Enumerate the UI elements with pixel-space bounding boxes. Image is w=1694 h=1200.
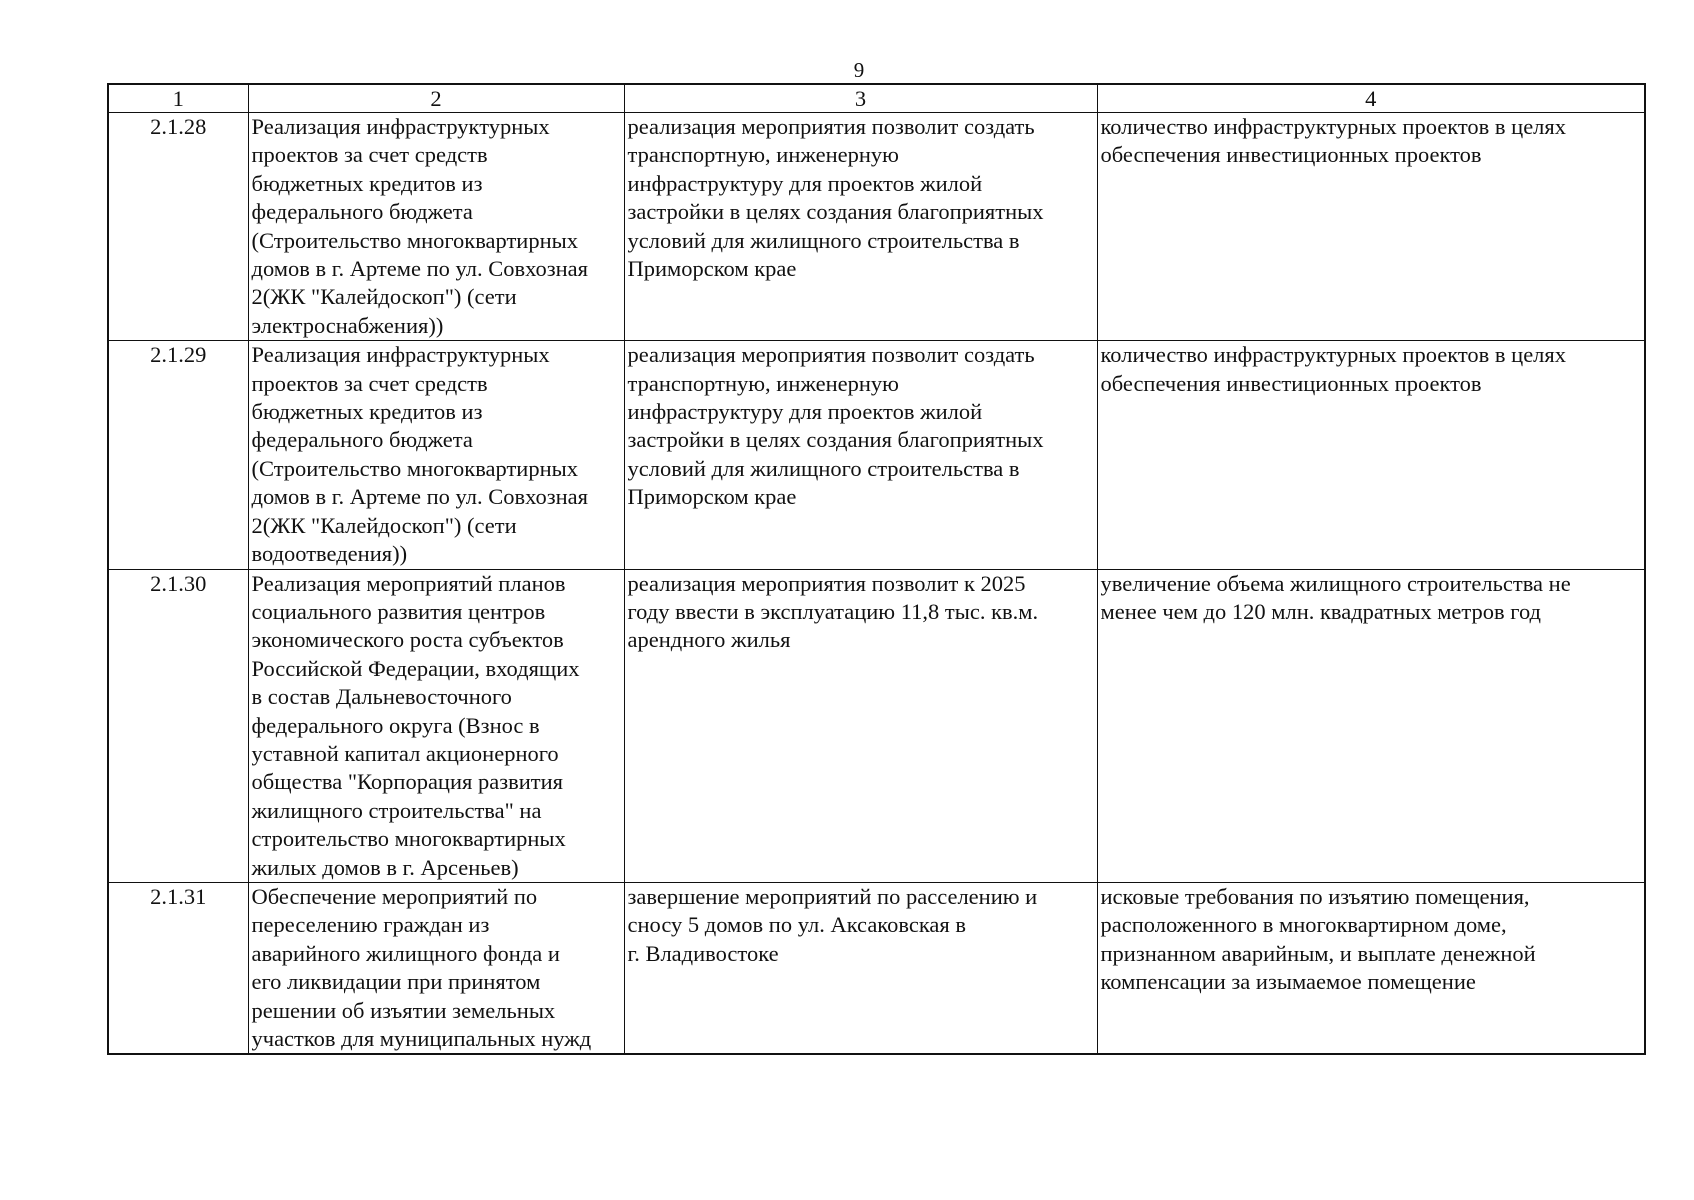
expected-result-cell: [624, 113, 1097, 341]
row-number: 2.1.29: [108, 341, 248, 569]
indicator-text: количество инфраструктурных проектов в целях обеспечения инвестиционных проектов: [1100, 114, 1567, 168]
row-number: 2.1.28: [108, 113, 248, 341]
expected-result-cell: [624, 341, 1097, 569]
row-number: 2.1.30: [108, 569, 248, 882]
measure-name-cell: [248, 341, 624, 569]
indicator-cell: [1097, 569, 1645, 882]
table-row: [108, 882, 1645, 1054]
measure-name-text: Реализация инфраструктурных проектов за счет средств бюджетных кредитов из федерального бюджета (Строительство многоквартирных домов в г. Артеме по ул. Совхозная 2(ЖК "Калейдоскоп") (сети электроснабжения)): [251, 114, 589, 338]
row-number: 2.1.31: [108, 882, 248, 1054]
column-header-1: 1: [108, 84, 248, 113]
measure-name-text: Реализация инфраструктурных проектов за счет средств бюджетных кредитов из федерального бюджета (Строительство многоквартирных домов в г. Артеме по ул. Совхозная 2(ЖК "Калейдоскоп") (сети водоотведения)): [251, 342, 589, 567]
column-header-4: 4: [1097, 84, 1645, 113]
indicator-text: увеличение объема жилищного строительства не менее чем до 120 млн. квадратных метров год: [1100, 570, 1571, 624]
measure-name-text: Обеспечение мероприятий по переселению граждан из аварийного жилищного фонда и его ликвидации при принятом решении об изъятии земельных участков для муниципальных нужд: [251, 883, 592, 1051]
expected-result-text: реализация мероприятия позволит к 2025 году ввести в эксплуатацию 11,8 тыс. кв.м. арендного жилья: [627, 570, 1039, 653]
table-row: [108, 341, 1645, 569]
indicator-cell: [1097, 113, 1645, 341]
page-number: 9: [853, 58, 865, 82]
expected-result-text: завершение мероприятий по расселению и сносу 5 домов по ул. Аксаковская в г. Владивостоке: [627, 883, 1038, 966]
table-row: [108, 113, 1645, 341]
expected-result-cell: [624, 569, 1097, 882]
indicator-text: исковые требования по изъятию помещения, расположенного в многоквартирном доме, признанном аварийным, и выплате денежной компенсации за изымаемое помещение: [1100, 883, 1536, 995]
measure-name-cell: [248, 569, 624, 882]
measure-name-text: Реализация мероприятий планов социального развития центров экономического роста субъектов Российской Федерации, входящих в состав Дальневосточного федерального округа (Взнос в уставной капитал акционерного общества "Корпорация развития жилищного строительства" на строительство многоквартирных жилых домов в г. Арсеньев): [251, 570, 580, 880]
indicator-text: количество инфраструктурных проектов в целях обеспечения инвестиционных проектов: [1100, 342, 1567, 396]
expected-result-text: реализация мероприятия позволит создать транспортную, инженерную инфраструктуру для проектов жилой застройки в целях создания благоприятных условий для жилищного строительства в Приморском крае: [627, 114, 1044, 282]
indicator-cell: [1097, 882, 1645, 1054]
column-header-2: 2: [248, 84, 624, 113]
indicator-cell: [1097, 341, 1645, 569]
measures-table: [107, 83, 1646, 1055]
expected-result-cell: [624, 882, 1097, 1054]
measure-name-cell: [248, 882, 624, 1054]
expected-result-text: реализация мероприятия позволит создать транспортную, инженерную инфраструктуру для проектов жилой застройки в целях создания благоприятных условий для жилищного строительства в Приморском крае: [627, 342, 1044, 510]
table-header-row: [108, 84, 1645, 113]
table-row: [108, 569, 1645, 882]
measure-name-cell: [248, 113, 624, 341]
column-header-3: 3: [624, 84, 1097, 113]
